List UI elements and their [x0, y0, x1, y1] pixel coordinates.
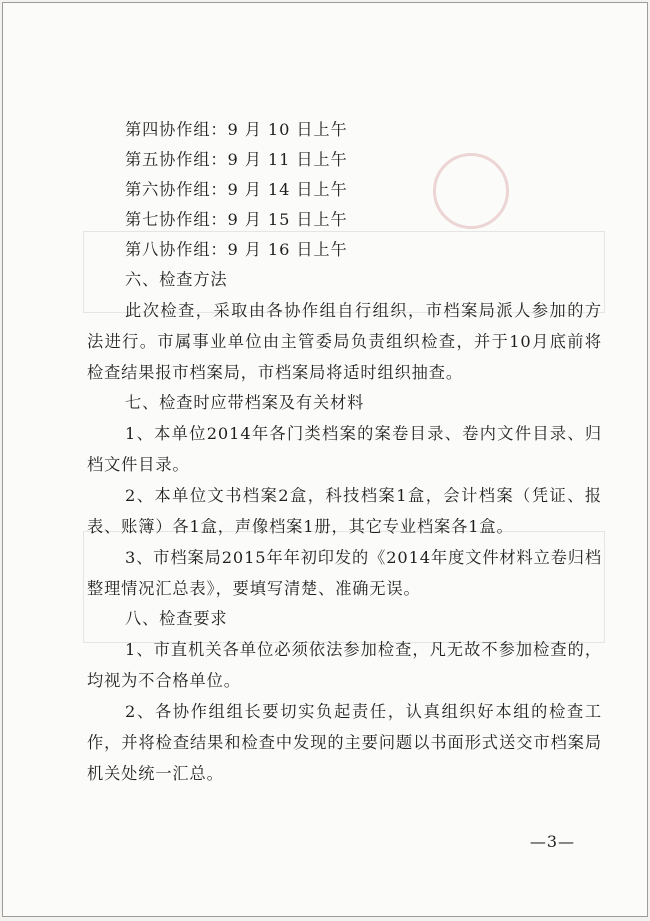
- section-7-item: 1、本单位2014年各门类档案的案卷目录、卷内文件目录、归档文件目录。: [87, 424, 602, 474]
- section-7-item: 3、市档案局2015年年初印发的《2014年度文件材料立卷归档整理情况汇总表》，要填写清楚、准确无误。: [87, 548, 602, 598]
- document-page: [2, 2, 648, 917]
- schedule-item: 第五协作组：9 月 11 日上午: [125, 150, 348, 169]
- section-8-heading: 八、检查要求: [125, 609, 228, 628]
- section-7-item: 2、本单位文书档案2盒，科技档案1盒，会计档案（凭证、报表、账簿）各1盒，声像档案1册，其它专业档案各1盒。: [87, 486, 602, 536]
- section-6-heading: 六、检查方法: [125, 270, 228, 289]
- schedule-item: 第八协作组：9 月 16 日上午: [125, 240, 348, 259]
- document-body: [87, 115, 602, 789]
- schedule-item: 第七协作组：9 月 15 日上午: [125, 210, 348, 229]
- section-7-heading: 七、检查时应带档案及有关材料: [125, 393, 365, 412]
- schedule-list: [87, 115, 602, 265]
- schedule-item: 第六协作组：9 月 14 日上午: [125, 180, 348, 199]
- section-8-item: 2、各协作组组长要切实负起责任，认真组织好本组的检查工作，并将检查结果和检查中发现的主要问题以书面形式送交市档案局机关处统一汇总。: [87, 702, 602, 783]
- section-8-item: 1、市直机关各单位必须依法参加检查，凡无故不参加检查的，均视为不合格单位。: [87, 640, 602, 690]
- schedule-item: 第四协作组：9 月 10 日上午: [125, 120, 348, 139]
- section-6-paragraph: 此次检查，采取由各协作组自行组织，市档案局派人参加的方法进行。市属事业单位由主管委局负责组织检查，并于10月底前将检查结果报市档案局，市档案局将适时组织抽查。: [87, 301, 602, 382]
- page-number: —3—: [529, 832, 575, 851]
